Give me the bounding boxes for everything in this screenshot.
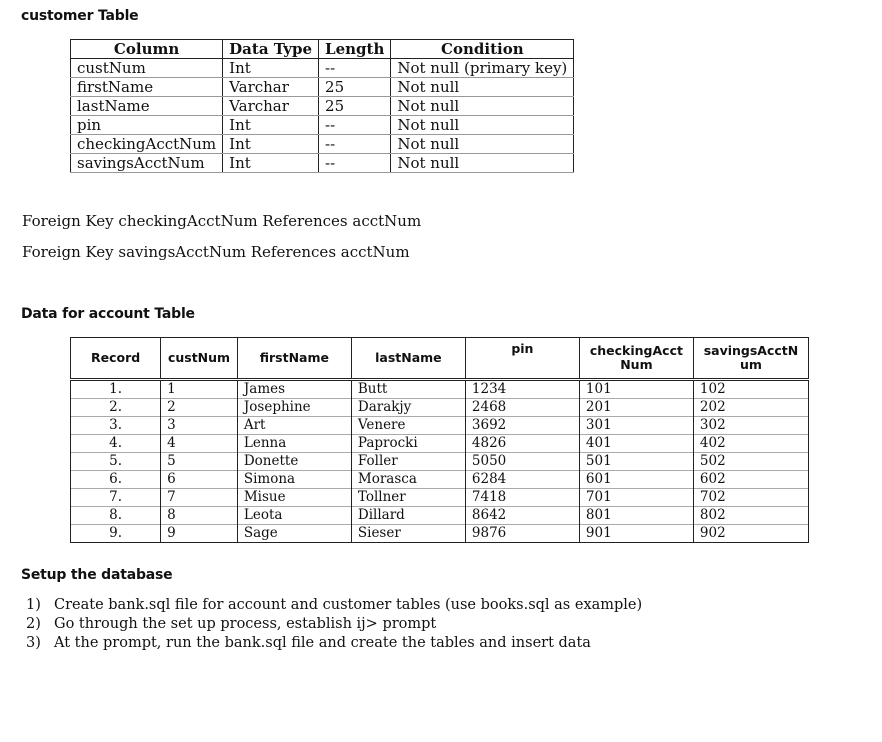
- table-cell: Int: [223, 154, 319, 173]
- table-cell: 25: [319, 97, 391, 116]
- table-cell: Venere: [351, 417, 465, 435]
- table-cell: lastName: [71, 97, 223, 116]
- table-cell: 2468: [465, 399, 579, 417]
- customer-table: [70, 39, 574, 173]
- table-cell: Josephine: [237, 399, 351, 417]
- table-row: [71, 399, 809, 417]
- table-cell: 9876: [465, 525, 579, 543]
- table-cell: 901: [579, 525, 693, 543]
- table-cell: --: [319, 116, 391, 135]
- table-row: [71, 417, 809, 435]
- table-cell: 8: [161, 507, 238, 525]
- foreign-key-line: Foreign Key checkingAcctNum References acctNum: [22, 212, 422, 230]
- table-cell: Not null: [391, 135, 574, 154]
- table-cell: Not null: [391, 97, 574, 116]
- table-cell: custNum: [71, 59, 223, 78]
- table-row: [71, 97, 574, 116]
- table-cell: Not null: [391, 154, 574, 173]
- table-cell: Darakjy: [351, 399, 465, 417]
- table-cell: 601: [579, 471, 693, 489]
- table-cell: 302: [693, 417, 808, 435]
- table-cell: 301: [579, 417, 693, 435]
- table-cell: Tollner: [351, 489, 465, 507]
- step-text: Create bank.sql file for account and customer tables (use books.sql as example): [54, 597, 643, 613]
- table-cell: 701: [579, 489, 693, 507]
- table-row: [71, 525, 809, 543]
- table-cell: Int: [223, 116, 319, 135]
- table-cell: 102: [693, 380, 808, 399]
- table-row: [71, 471, 809, 489]
- list-item: [26, 596, 642, 615]
- foreign-key-line: Foreign Key savingsAcctNum References acctNum: [22, 243, 410, 261]
- table-cell: 5050: [465, 453, 579, 471]
- table-cell: 201: [579, 399, 693, 417]
- table-row: [71, 435, 809, 453]
- table-cell: 702: [693, 489, 808, 507]
- table-cell: 2.: [71, 399, 161, 417]
- table-cell: Varchar: [223, 78, 319, 97]
- table-cell: Sage: [237, 525, 351, 543]
- table-cell: 1234: [465, 380, 579, 399]
- step-text: Go through the set up process, establish ij> prompt: [54, 616, 437, 632]
- table-cell: Not null (primary key): [391, 59, 574, 78]
- table-cell: Leota: [237, 507, 351, 525]
- table-cell: 4.: [71, 435, 161, 453]
- table-cell: Varchar: [223, 97, 319, 116]
- table-cell: Butt: [351, 380, 465, 399]
- table-cell: 9.: [71, 525, 161, 543]
- table-cell: 8.: [71, 507, 161, 525]
- table-cell: --: [319, 59, 391, 78]
- table-cell: Donette: [237, 453, 351, 471]
- table-cell: savingsAcctNum: [71, 154, 223, 173]
- table-cell: 5: [161, 453, 238, 471]
- list-item: [26, 634, 642, 653]
- table-row: [71, 507, 809, 525]
- step-number: 3): [26, 635, 41, 651]
- table-cell: 5.: [71, 453, 161, 471]
- column-header: Data Type: [223, 40, 319, 59]
- table-cell: checkingAcctNum: [71, 135, 223, 154]
- table-cell: Sieser: [351, 525, 465, 543]
- table-cell: Int: [223, 135, 319, 154]
- table-cell: 1: [161, 380, 238, 399]
- customer-table-header-row: [71, 40, 574, 59]
- table-cell: 602: [693, 471, 808, 489]
- setup-steps-list: [26, 596, 642, 653]
- table-cell: Not null: [391, 78, 574, 97]
- table-cell: Paprocki: [351, 435, 465, 453]
- table-cell: Int: [223, 59, 319, 78]
- account-table-header-row: [71, 338, 809, 380]
- account-table-title: Data for account Table: [21, 306, 195, 322]
- table-row: [71, 154, 574, 173]
- step-text: At the prompt, run the bank.sql file and create the tables and insert data: [54, 635, 591, 651]
- table-cell: Misue: [237, 489, 351, 507]
- table-cell: 401: [579, 435, 693, 453]
- table-cell: 25: [319, 78, 391, 97]
- table-cell: 202: [693, 399, 808, 417]
- table-cell: Foller: [351, 453, 465, 471]
- table-cell: 402: [693, 435, 808, 453]
- column-header: Length: [319, 40, 391, 59]
- table-cell: pin: [71, 116, 223, 135]
- table-cell: 4826: [465, 435, 579, 453]
- column-header: pin: [465, 338, 579, 380]
- table-row: [71, 135, 574, 154]
- table-cell: Morasca: [351, 471, 465, 489]
- table-cell: 6.: [71, 471, 161, 489]
- table-cell: 502: [693, 453, 808, 471]
- list-item: [26, 615, 642, 634]
- table-cell: 101: [579, 380, 693, 399]
- table-row: [71, 116, 574, 135]
- table-cell: 7418: [465, 489, 579, 507]
- table-cell: 801: [579, 507, 693, 525]
- setup-title: Setup the database: [21, 567, 173, 583]
- table-cell: 7.: [71, 489, 161, 507]
- table-cell: 3692: [465, 417, 579, 435]
- table-cell: Not null: [391, 116, 574, 135]
- table-cell: 9: [161, 525, 238, 543]
- table-cell: firstName: [71, 78, 223, 97]
- table-cell: --: [319, 135, 391, 154]
- column-header: Column: [71, 40, 223, 59]
- table-cell: 6284: [465, 471, 579, 489]
- table-cell: 8642: [465, 507, 579, 525]
- table-cell: 4: [161, 435, 238, 453]
- table-row: [71, 380, 809, 399]
- table-cell: Dillard: [351, 507, 465, 525]
- column-header: checkingAcct Num: [579, 338, 693, 380]
- table-row: [71, 453, 809, 471]
- table-cell: Lenna: [237, 435, 351, 453]
- table-cell: Art: [237, 417, 351, 435]
- table-cell: 1.: [71, 380, 161, 399]
- column-header: firstName: [237, 338, 351, 380]
- table-cell: 3: [161, 417, 238, 435]
- column-header: Record: [71, 338, 161, 380]
- table-row: [71, 59, 574, 78]
- table-row: [71, 78, 574, 97]
- column-header: Condition: [391, 40, 574, 59]
- table-cell: 802: [693, 507, 808, 525]
- account-table: [70, 337, 809, 543]
- table-row: [71, 489, 809, 507]
- column-header: lastName: [351, 338, 465, 380]
- customer-table-title: customer Table: [21, 8, 139, 24]
- table-cell: 902: [693, 525, 808, 543]
- table-cell: 2: [161, 399, 238, 417]
- table-cell: --: [319, 154, 391, 173]
- table-cell: 7: [161, 489, 238, 507]
- table-cell: 6: [161, 471, 238, 489]
- table-cell: 501: [579, 453, 693, 471]
- column-header: custNum: [161, 338, 238, 380]
- table-cell: 3.: [71, 417, 161, 435]
- step-number: 1): [26, 597, 41, 613]
- table-cell: Simona: [237, 471, 351, 489]
- table-cell: James: [237, 380, 351, 399]
- step-number: 2): [26, 616, 41, 632]
- column-header: savingsAcctN um: [693, 338, 808, 380]
